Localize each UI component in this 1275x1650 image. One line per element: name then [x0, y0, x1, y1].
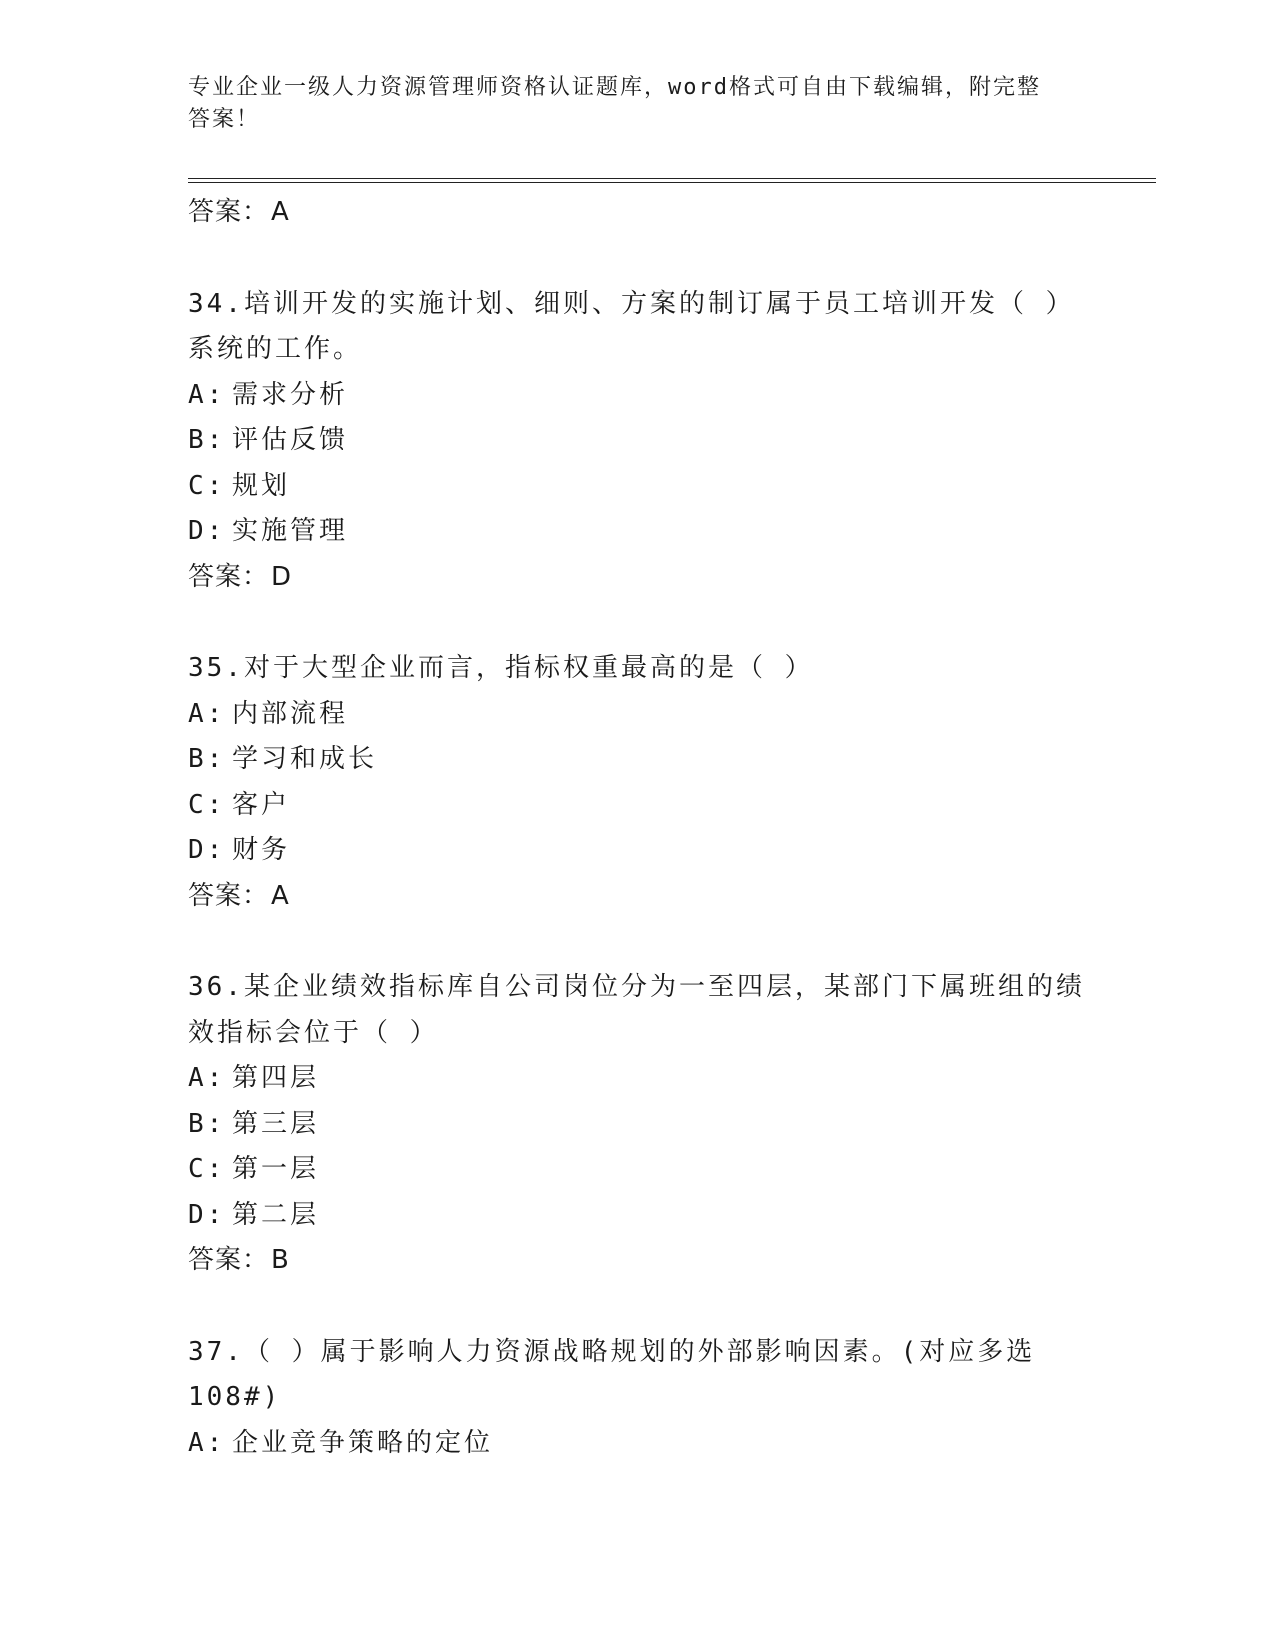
question-stem: 效指标会位于（ ）: [188, 1017, 439, 1048]
document-header: [188, 72, 1068, 136]
answer-label: 答案：: [188, 197, 270, 227]
question-stem: 36.某企业绩效指标库自公司岗位分为一至四层，某部门下属班组的绩: [188, 972, 1085, 1002]
header-line-2: 答案！: [188, 107, 261, 132]
option-d: D: 第二层: [188, 1199, 320, 1230]
answer-line: 答案：D: [188, 561, 293, 592]
answer-line: 答案：B: [188, 1245, 290, 1275]
header-line-1: 专业企业一级人力资源管理师资格认证题库，word格式可自由下载编辑，附完整: [188, 75, 1041, 100]
question-stem: 34.培训开发的实施计划、细则、方案的制订属于员工培训开发（ ）: [188, 288, 1075, 319]
option-c: C: 客户: [188, 789, 291, 820]
option-a: A: 内部流程: [188, 698, 349, 729]
question-stem: 108#): [188, 1382, 282, 1412]
option-c: C: 规划: [188, 470, 291, 501]
header-divider: [188, 178, 1156, 184]
question-stem: 系统的工作。: [188, 334, 363, 364]
question-36: [188, 965, 1148, 1284]
answer-line: 答案：A: [188, 880, 290, 911]
option-c: C: 第一层: [188, 1154, 320, 1184]
question-35: [188, 646, 1148, 919]
option-a: A: 企业竞争策略的定位: [188, 1427, 494, 1458]
option-b: B: 学习和成长: [188, 744, 378, 774]
option-b: B: 第三层: [188, 1108, 320, 1139]
option-d: D: 实施管理: [188, 516, 349, 546]
question-stem: 35.对于大型企业而言，指标权重最高的是（ ）: [188, 653, 814, 683]
question-stem: 37.（ ）属于影响人力资源战略规划的外部影响因素。(对应多选: [188, 1336, 1036, 1367]
question-37: [188, 1330, 1148, 1467]
question-list: [188, 190, 1148, 1466]
question-34: [188, 282, 1148, 601]
answer-line: [188, 190, 1148, 236]
answer-value: A: [271, 197, 290, 227]
option-a: A: 需求分析: [188, 379, 349, 410]
option-a: A: 第四层: [188, 1063, 320, 1093]
option-b: B: 评估反馈: [188, 425, 349, 455]
option-d: D: 财务: [188, 835, 291, 865]
